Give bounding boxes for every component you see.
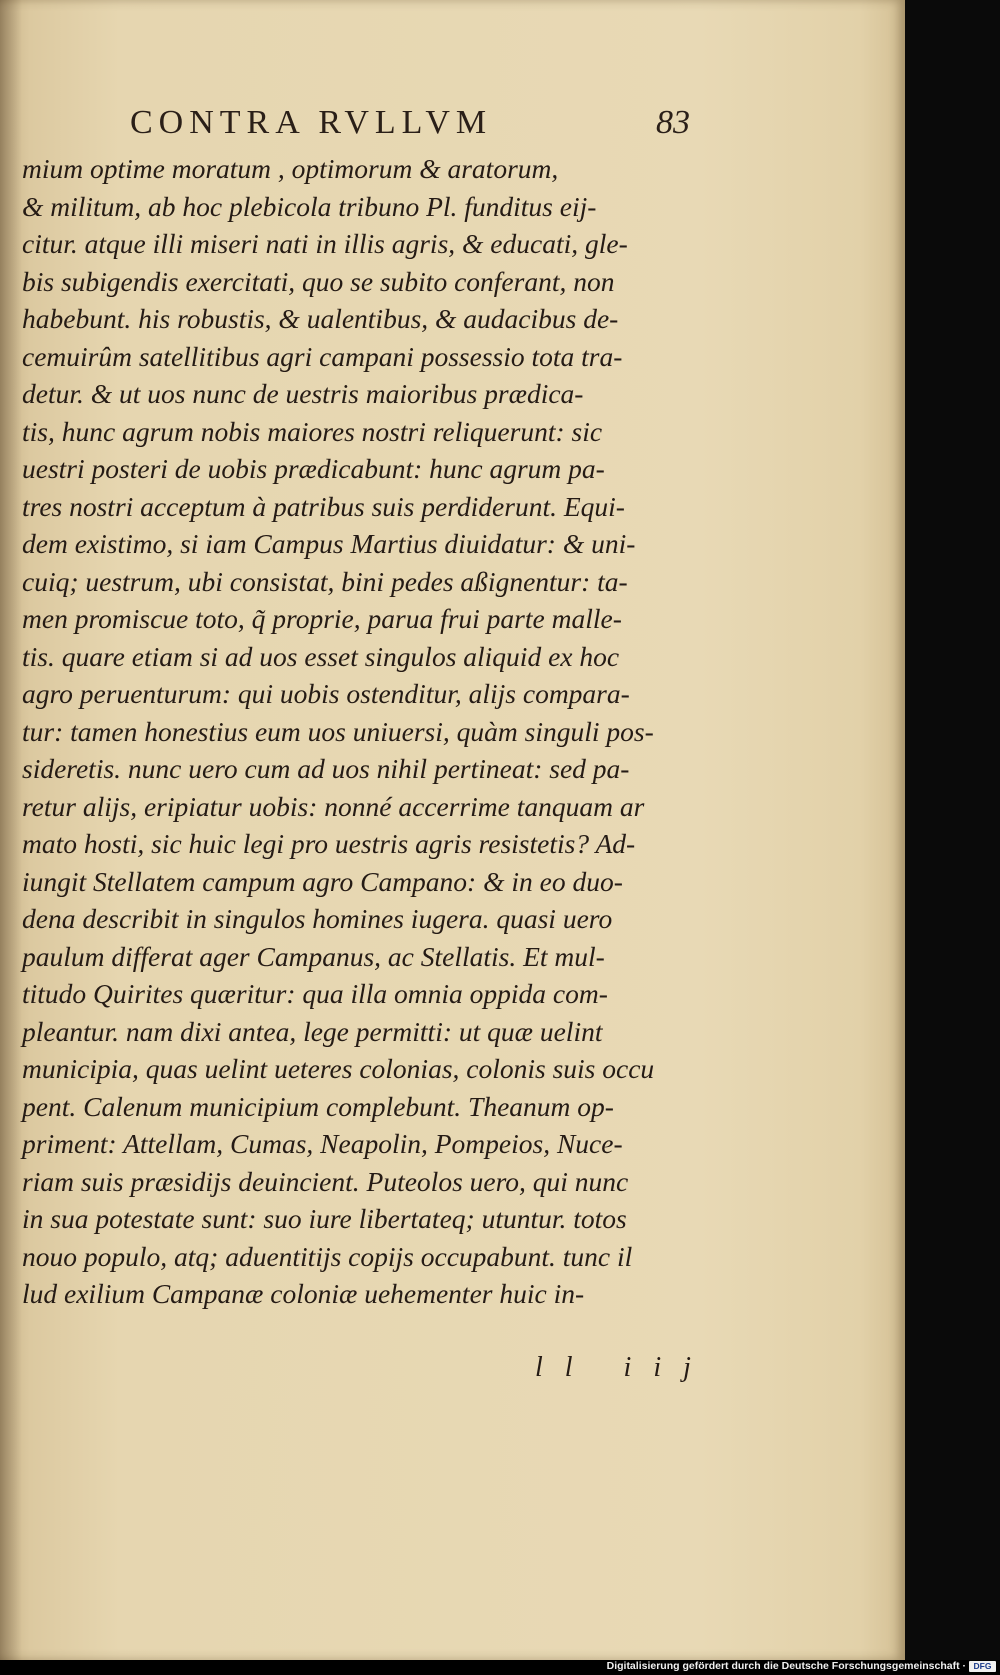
text-line: lud exilium Campanæ coloniæ uehementer huic in-: [22, 1278, 585, 1309]
text-line: dena describit in singulos homines iugera. quasi uero: [22, 903, 613, 934]
text-line: titudo Quirites quæritur: qua illa omnia oppida com-: [22, 978, 608, 1009]
text-line: riam suis præsidijs deuincient. Puteolos uero, qui nunc: [22, 1165, 629, 1197]
text-line: tis, hunc agrum nobis maiores nostri reliquerunt: sic: [22, 415, 603, 447]
text-line: sideretis. nunc uero cum ad uos nihil pertineat: sed pa-: [22, 753, 630, 784]
text-line: retur alijs, eripiatur uobis: nonné accerrime tanquam ar: [22, 790, 645, 822]
text-line: dem existimo, si iam Campus Martius diuidatur: & uni-: [22, 528, 636, 559]
text-line: municipia, quas uelint ueteres colonias, colonis suis occu: [22, 1053, 655, 1084]
text-line: pent. Calenum municipium complebunt. Theanum op-: [22, 1090, 614, 1122]
text-line: paulum differat ager Campanus, ac Stellatis. Et mul-: [22, 940, 605, 972]
text-line: cemuirûm satellitibus agri campani possessio tota tra-: [22, 340, 623, 372]
text-line: tres nostri acceptum à patribus suis perdiderunt. Equi-: [22, 490, 625, 522]
text-line: bis subigendis exercitati, quo se subito conferant, non: [22, 265, 615, 297]
text-line: & militum, ab hoc plebicola tribuno Pl. funditus eij-: [22, 190, 597, 222]
text-line: habebunt. his robustis, & ualentibus, & audacibus de-: [22, 303, 619, 334]
running-title: CONTRA RVLLVM: [130, 104, 493, 141]
spine-shadow: [0, 0, 22, 1660]
text-line: pleantur. nam dixi antea, lege permitti: ut quæ uelint: [22, 1015, 603, 1047]
text-line: detur. & ut uos nunc de uestris maioribus prædica-: [22, 378, 584, 409]
text-line: cuiq; uestrum, ubi consistat, bini pedes aßignentur: ta-: [22, 565, 628, 597]
signature-mark: ll iij: [535, 1352, 713, 1383]
folio-number: 83: [656, 104, 690, 141]
text-line: citur. atque illi miseri nati in illis agris, & educati, gle-: [22, 228, 628, 259]
body-text: [22, 150, 687, 1313]
text-line: iungit Stellatem campum agro Campano: & in eo duo-: [22, 865, 623, 897]
text-line: uestri posteri de uobis prædicabunt: hunc agrum pa-: [22, 453, 605, 484]
text-line: in sua potestate sunt: suo iure libertateq; utuntur. totos: [22, 1203, 627, 1234]
text-line: priment: Attellam, Cumas, Neapolin, Pompeios, Nuce-: [22, 1128, 623, 1159]
text-line: tis. quare etiam si ad uos esset singulos aliquid ex hoc: [22, 640, 620, 672]
text-line: nouo populo, atq; aduentitijs copijs occupabunt. tunc il: [22, 1240, 633, 1272]
text-line: mium optime moratum , optimorum & aratorum,: [22, 153, 559, 184]
text-line: men promiscue toto, q̃ proprie, parua frui parte malle-: [22, 603, 622, 634]
dfg-logo-icon: DFG: [969, 1661, 996, 1672]
page-header: [130, 104, 690, 148]
text-line: tur: tamen honestius eum uos uniuersi, quàm singuli pos-: [22, 715, 654, 747]
text-line: agro peruenturum: qui uobis ostenditur, alijs compara-: [22, 678, 630, 709]
digitization-credit: Digitalisierung gefördert durch die Deutsche Forschungsgemeinschaft ·: [606, 1660, 966, 1672]
text-line: mato hosti, sic huic legi pro uestris agris resistetis? Ad-: [22, 828, 636, 859]
